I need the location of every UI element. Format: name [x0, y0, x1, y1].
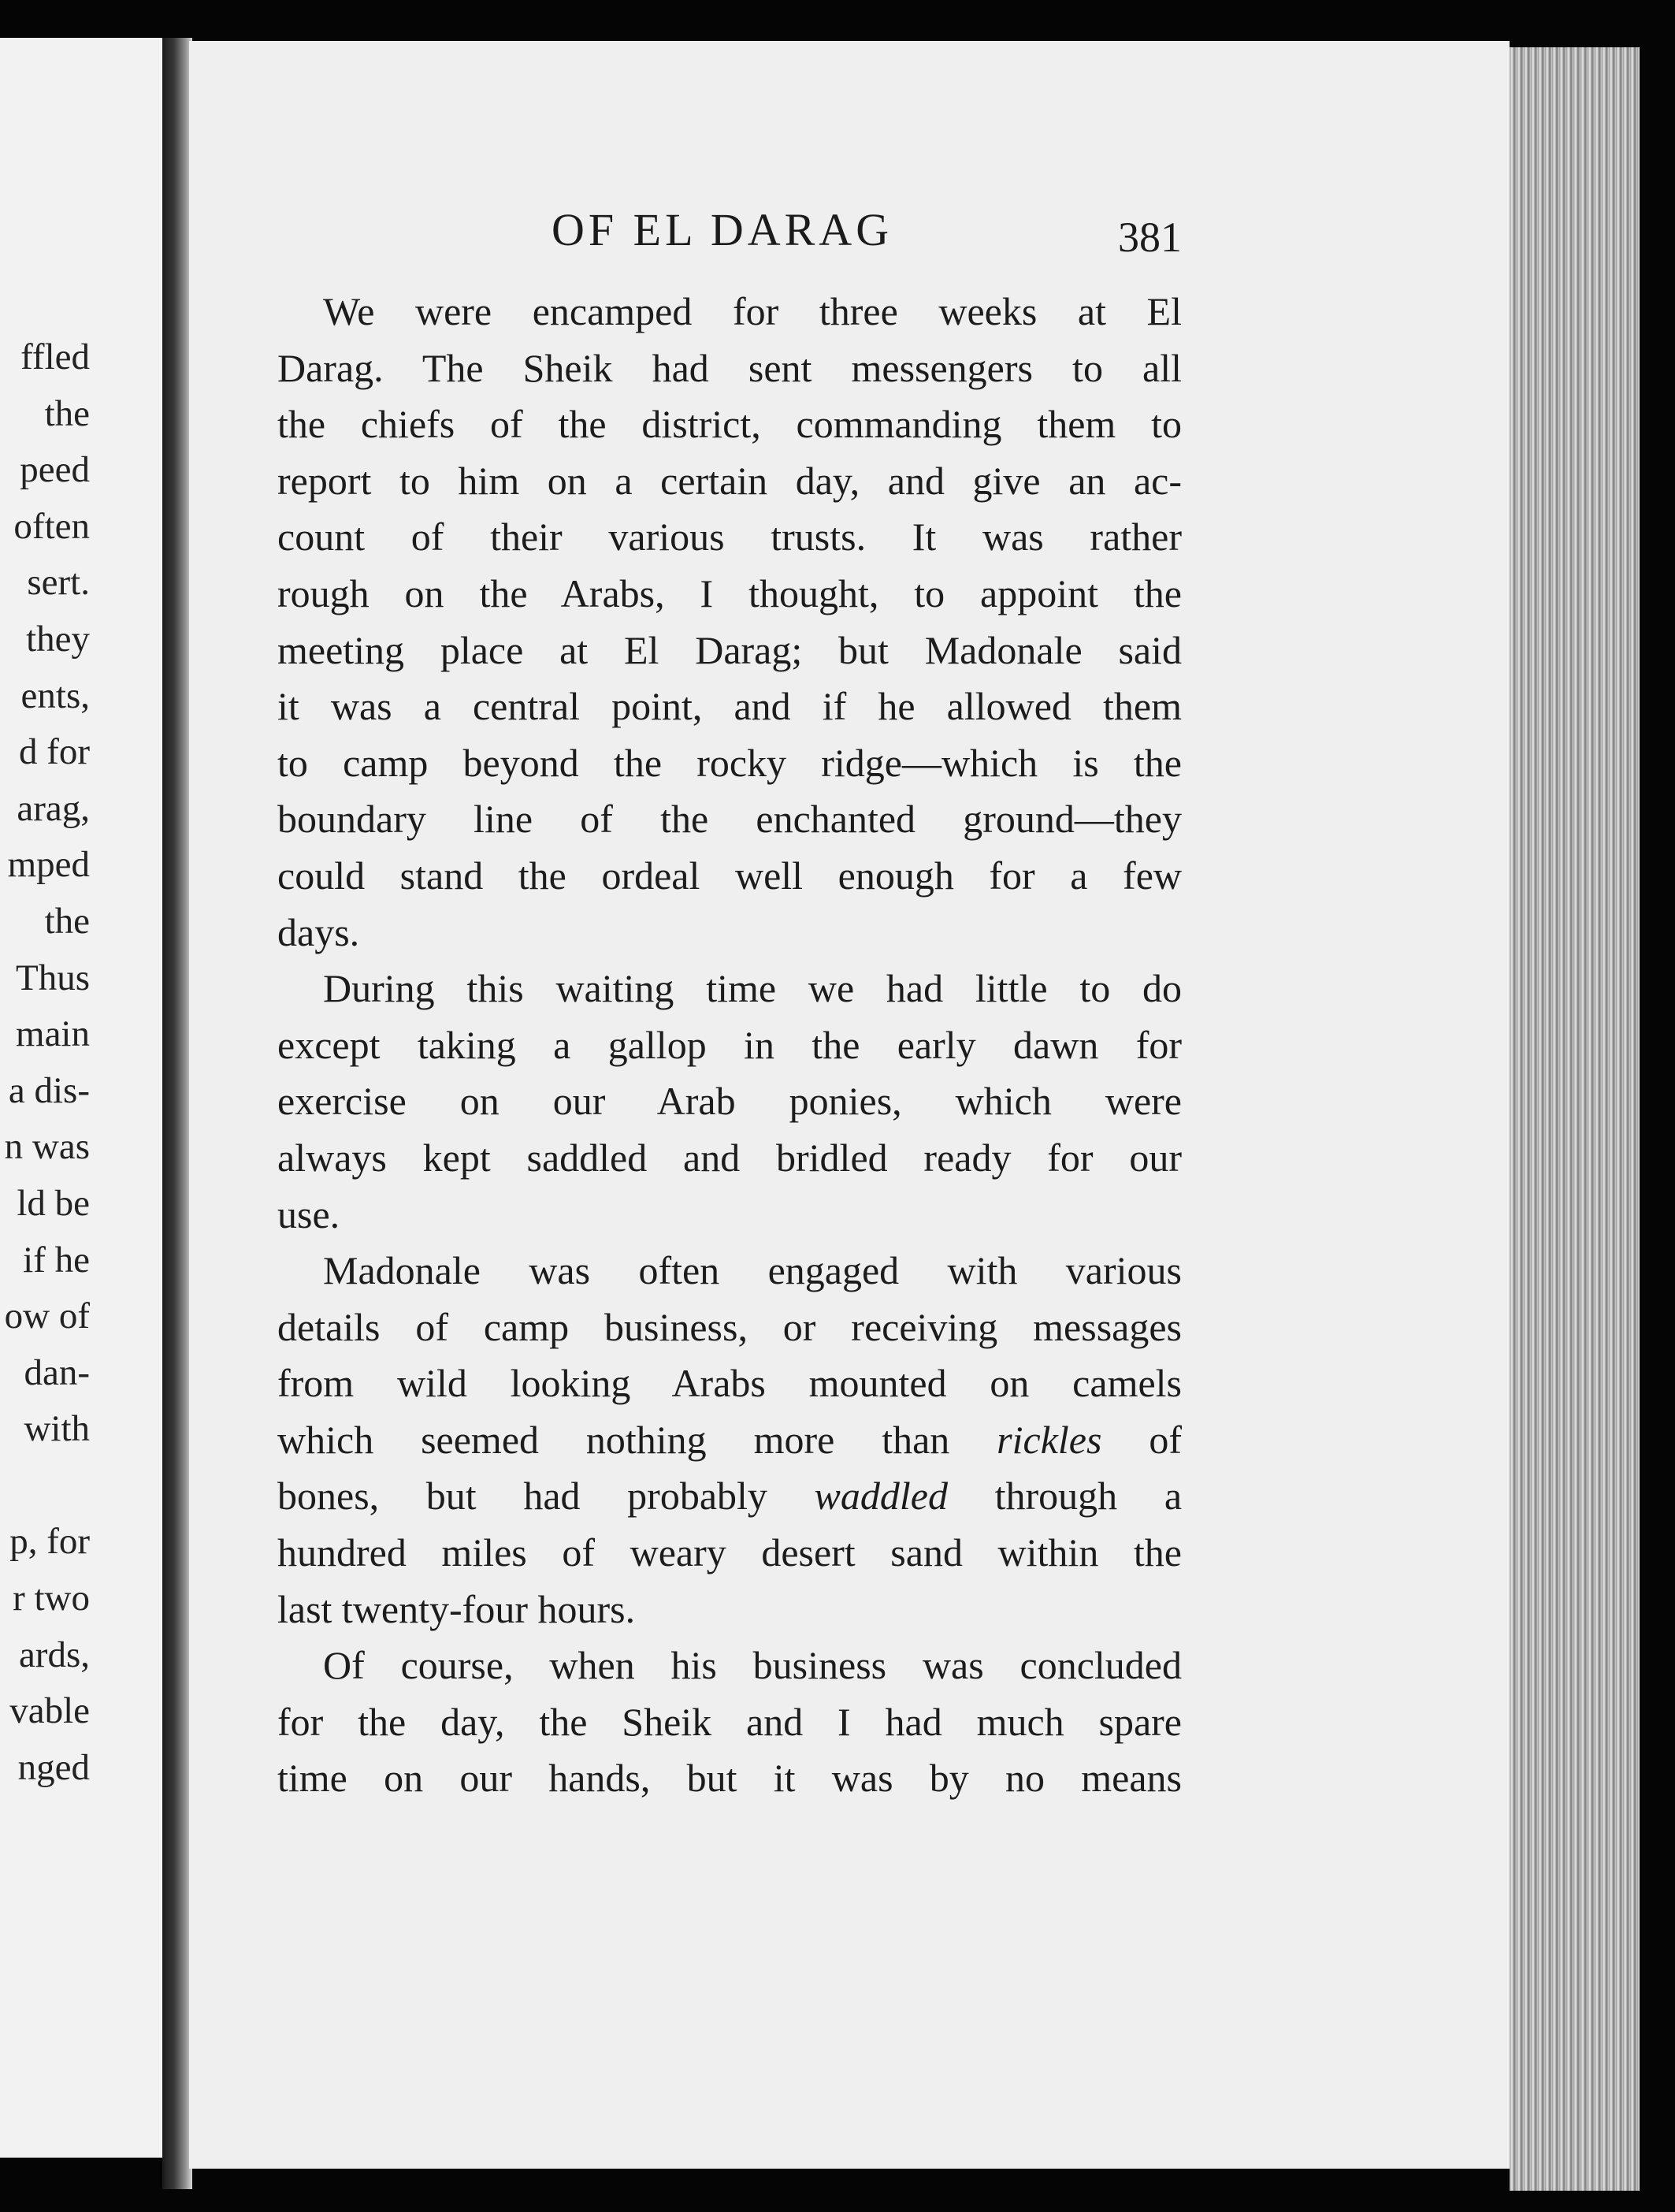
text-line: last twenty-four hours. — [277, 1586, 636, 1631]
left-page-fragment: ld be — [17, 1182, 90, 1224]
left-page-fragment: nged — [17, 1746, 90, 1788]
left-page-fragment: vable — [9, 1690, 90, 1732]
left-page-fragment: d for — [18, 731, 90, 773]
left-page-fragment: p, for — [9, 1521, 90, 1563]
left-page-fragment: with — [24, 1408, 90, 1450]
background-edge — [1640, 32, 1675, 2212]
page-number: 381 — [1118, 214, 1182, 261]
text-line: time on our hands, but it was by no means — [277, 1756, 1182, 1801]
left-page-fragment: ffled — [20, 336, 90, 377]
text-line — [277, 1412, 1182, 1469]
text-line: report to him on a certain day, and give an ac- — [277, 458, 1182, 503]
left-page-fragment — [5, 1458, 90, 1515]
text-line: it was a central point, and if he allowed them — [277, 684, 1182, 729]
text-line-part: of — [1101, 1417, 1182, 1462]
left-facing-page — [0, 38, 162, 2158]
book-gutter — [162, 38, 192, 2189]
left-page-fragment: arag, — [17, 787, 90, 829]
text-line: could stand the ordeal well enough for a few — [277, 853, 1182, 898]
left-page-fragment: peed — [20, 449, 90, 491]
left-page-fragment: they — [26, 618, 90, 660]
text-line-part: which seemed nothing more than — [277, 1417, 997, 1462]
left-page-fragment: Thus — [16, 957, 90, 998]
left-page-fragment: often — [13, 505, 90, 547]
text-line: from wild looking Arabs mounted on camels — [277, 1361, 1182, 1406]
text-line: During this waiting time we had little to do — [323, 966, 1182, 1011]
italic-word: waddled — [814, 1474, 948, 1519]
left-page-fragment: a dis- — [8, 1069, 90, 1111]
text-line: meeting place at El Darag; but Madonale said — [277, 627, 1182, 672]
text-line: except taking a gallop in the early dawn for — [277, 1022, 1182, 1067]
left-page-fragment: r two — [13, 1578, 90, 1619]
body-text — [277, 284, 1182, 1807]
text-line: Of course, when his business was concluded — [323, 1643, 1182, 1688]
text-line: hundred miles of weary desert sand within the — [277, 1530, 1182, 1575]
italic-word: rickles — [997, 1417, 1102, 1462]
text-line-part: through a — [947, 1474, 1183, 1519]
page-edges — [1510, 47, 1640, 2191]
left-page-fragment: ards, — [18, 1634, 90, 1675]
text-line: boundary line of the enchanted ground—they — [277, 797, 1182, 842]
text-line: the chiefs of the district, commanding them to — [277, 402, 1182, 447]
text-line: use. — [277, 1192, 340, 1236]
left-page-fragment: n was — [4, 1126, 90, 1168]
left-page-fragment: the — [44, 392, 90, 434]
text-line-part: bones, but had probably — [277, 1474, 815, 1519]
text-line: rough on the Arabs, I thought, to appoint the — [277, 571, 1182, 615]
left-page-fragment: ents, — [20, 675, 90, 716]
left-page-fragment: dan- — [24, 1351, 90, 1393]
text-line: for the day, the Sheik and I had much spare — [277, 1699, 1182, 1744]
left-page-fragment: sert. — [27, 562, 90, 604]
text-line: always kept saddled and bridled ready for our — [277, 1135, 1182, 1180]
text-line: Darag. The Sheik had sent messengers to all — [277, 345, 1182, 390]
text-line: count of their various trusts. It was rather — [277, 515, 1182, 560]
left-page-fragment: ow of — [4, 1296, 90, 1337]
running-head: OF EL DARAG — [552, 204, 893, 255]
text-line — [277, 1468, 1182, 1525]
left-page-fragment: the — [44, 900, 90, 942]
text-line: details of camp business, or receiving messages — [277, 1304, 1182, 1349]
left-page-text-fragments — [5, 329, 90, 1796]
text-line: days. — [277, 909, 360, 954]
text-line: We were encamped for three weeks at El — [323, 289, 1182, 333]
text-line: to camp beyond the rocky ridge—which is the — [277, 740, 1182, 785]
text-line: exercise on our Arab ponies, which were — [277, 1079, 1182, 1124]
left-page-fragment: main — [16, 1013, 90, 1055]
text-line: Madonale was often engaged with various — [323, 1248, 1182, 1293]
left-page-fragment: mped — [7, 844, 90, 886]
left-page-fragment: if he — [23, 1239, 90, 1281]
